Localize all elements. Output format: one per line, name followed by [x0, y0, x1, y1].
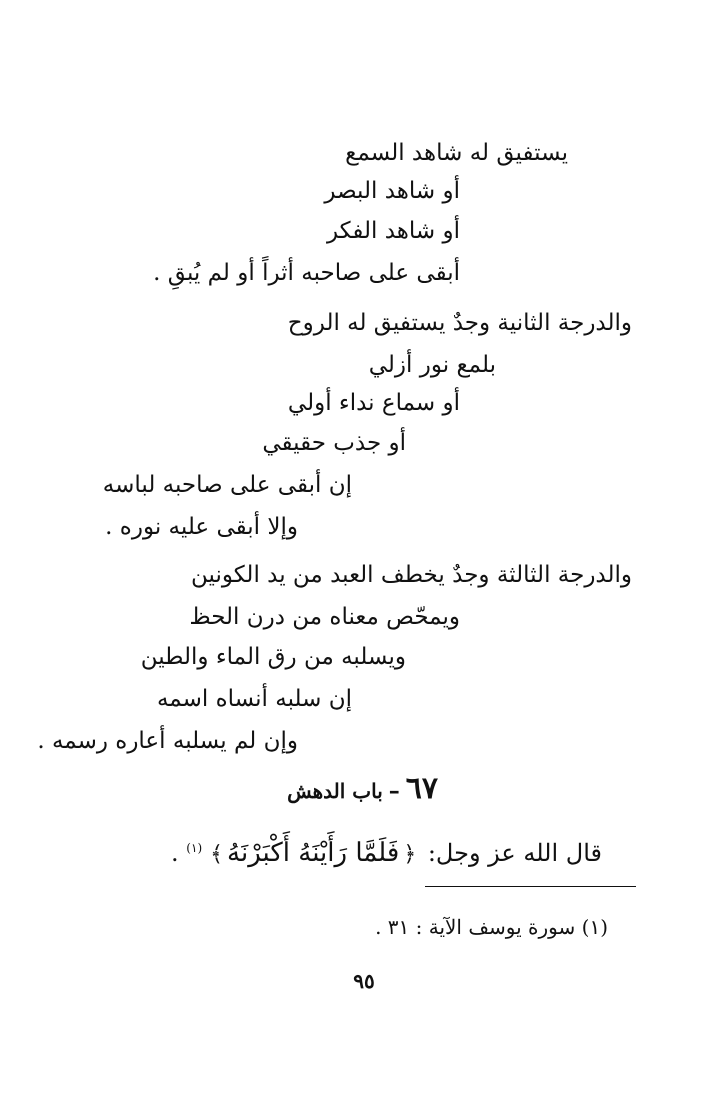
chapter-separator: – [388, 778, 400, 804]
bracket-close: ﴾ [210, 842, 224, 867]
text-line: إن أبقى على صاحبه لباسه [102, 472, 352, 498]
quote-end: . [171, 839, 179, 867]
text-line: ويسلبه من رق الماء والطين [140, 644, 406, 670]
text-line: إن سلبه أنساه اسمه [156, 686, 352, 712]
chapter-title: باب الدهش [287, 779, 383, 803]
footnote-ref: (١) [186, 841, 203, 855]
bracket-open: ﴿ [403, 842, 417, 867]
chapter-heading [287, 772, 438, 810]
text-line: بلمع نور أزلي [368, 352, 496, 378]
quote-intro: قال الله عز وجل: [427, 839, 602, 867]
ayah-text: فَلَمَّا رَأَيْنَهُ أَكْبَرْنَهُ [227, 838, 400, 868]
text-line: ويمحّص معناه من درن الحظ [189, 604, 460, 630]
text-line: أو سماع نداء أولي [287, 390, 460, 416]
text-line: وإلا أبقى عليه نوره . [105, 514, 298, 540]
text-line: أو شاهد الفكر [326, 218, 460, 244]
footnote: (١) سورة يوسف الآية : ٣١ . [375, 915, 608, 939]
text-line: والدرجة الثالثة وجدٌ يخطف العبد من يد الكونين [191, 562, 632, 588]
quran-quote [171, 828, 602, 875]
text-line: أو شاهد البصر [324, 178, 460, 204]
chapter-number: ٦٧ [405, 771, 438, 806]
text-line: يستفيق له شاهد السمع [345, 140, 568, 166]
text-line: أو جذب حقيقي [262, 430, 406, 456]
text-line: والدرجة الثانية وجدٌ يستفيق له الروح [287, 310, 632, 336]
text-line: وإن لم يسلبه أعاره رسمه . [37, 728, 298, 754]
footnote-divider [425, 886, 636, 887]
text-line: أبقى على صاحبه أثراً أو لم يُبقِ . [153, 260, 460, 286]
page-number: ٩٥ [353, 969, 375, 993]
